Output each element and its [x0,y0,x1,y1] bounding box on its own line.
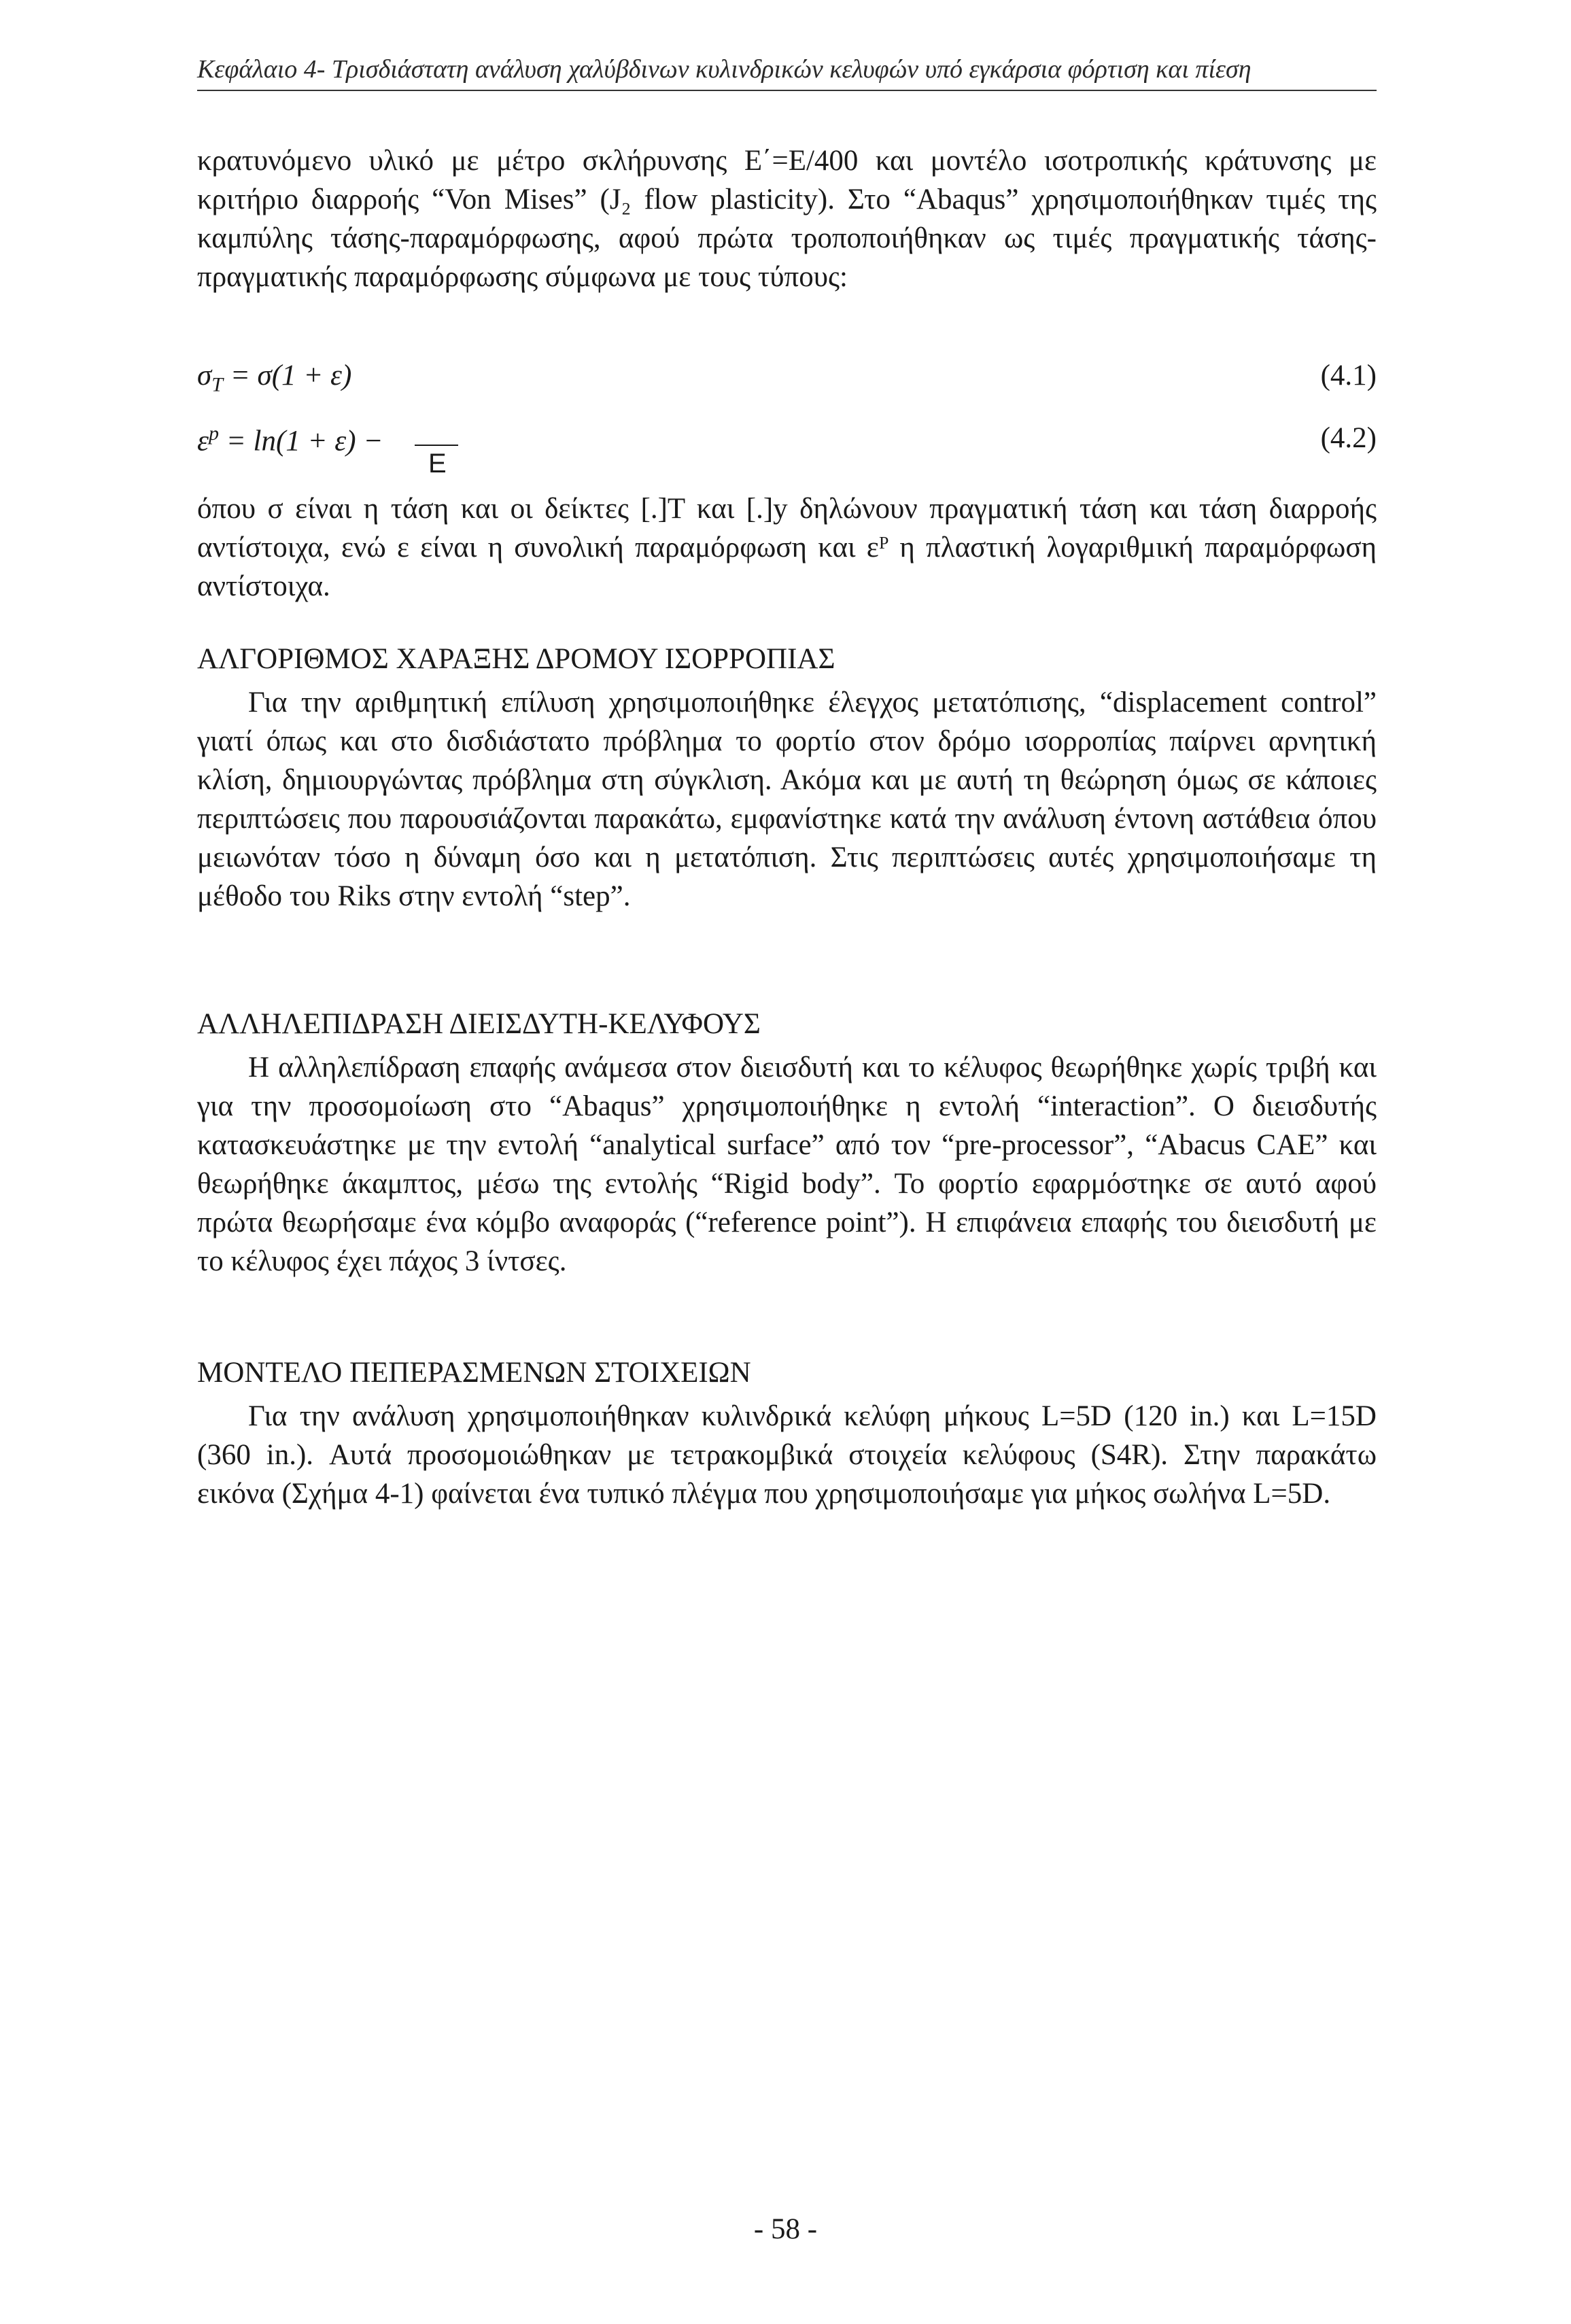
paragraph-material-model: κρατυνόμενο υλικό με μέτρο σκλήρυνσης E΄=E/400 και μοντέλο ισοτροπικής κράτυνσης με κριτήριο διαρροής “Von Mises” (J₂ flow plasticity). Στο “Abaqus” χρησιμοποιήθηκαν τιμές της καμπύλης τάσης-παραμόρφωσης, αφού πρώτα τροποποιήθηκαν ως τιμές πραγματικής τάσης-πραγματικής παραμόρφωσης σύμφωνα με τους τύπους: [197,145,1377,293]
equation-4-1-expression: $\sigma_T = \sigma(1 + \varepsilon)$ [197,360,352,396]
paragraph-interaction: Η αλληλεπίδραση επαφής ανάμεσα στον διεισδυτή και το κέλυφος θεωρήθηκε χωρίς τριβή και για την προσομοίωση στο “Abaqus” χρησιμοποιήθηκε η εντολή “interaction”. Ο διεισδυτής κατασκευάστηκε με την εντολή “analytical surface” από τον “pre-processor”, “Abacus CAE” και θεωρήθηκε άκαμπτος, μέσω της εντολής “Rigid body”. Το φορτίο εφαρμόστηκε σε αυτό αφού πρώτα θεωρήσαμε ένα κόμβο αναφοράς (“reference point”). Η επιφάνεια επαφής του διεισδυτή με το κέλυφος έχει πάχος 3 ίντσες. [197,1052,1377,1277]
page-number: - 58 - [753,2213,818,2245]
equation-4-2-number: (4.2) [1320,422,1377,454]
equation-4-1 [197,359,1377,400]
equation-4-2 [197,421,1377,479]
paragraph-equilibrium-path: Για την αριθμητική επίλυση χρησιμοποιήθηκε έλεγχος μετατόπισης, “displacement control” γιατί όπως και στο δισδιάστατο πρόβλημα το φορτίο στον δρόμο ισορροπίας παίρνει αρνητική κλίση, δημιουργώντας πρόβλημα στη σύγκλιση. Ακόμα και με αυτή τη θεώρηση όμως σε κάποιες περιπτώσεις που παρουσιάζονται παρακάτω, εμφανίστηκε κατά την ανάλυση έντονη αστάθεια όπου μειωνόταν τόσο η δύναμη όσο και η μετατόπιση. Στις περιπτώσεις αυτές χρησιμοποιήσαμε τη μέθοδο του Riks στην εντολή “step”. [197,687,1377,912]
section-heading-equilibrium-path: ΑΛΓΟΡΙΘΜΟΣ ΧΑΡΑΞΗΣ ΔΡΟΜΟΥ ΙΣΟΡΡΟΠΙΑΣ [197,643,835,675]
section-heading-interaction: ΑΛΛΗΛΕΠΙΔΡΑΣΗ ΔΙΕΙΣΔΥΤΗ-ΚΕΛΥΦΟΥΣ [197,1008,761,1040]
chapter-header: Κεφάλαιο 4- Τρισδιάστατη ανάλυση χαλύβδινων κυλινδρικών κελυφών υπό εγκάρσια φόρτιση και πίεση [197,54,1377,91]
paragraph-notation: όπου σ είναι η τάση και οι δείκτες [.]T και [.]y δηλώνουν πραγματική τάση και τάση διαρροής αντίστοιχα, ενώ ε είναι η συνολική παραμόρφωση και εᴾ η πλαστική λογαριθμική παραμόρφωση αντίστοιχα. [197,493,1377,602]
fraction-bar [415,445,458,446]
equation-4-1-number: (4.1) [1320,360,1377,392]
section-heading-finite-element-model: ΜΟΝΤΕΛΟ ΠΕΠΕΡΑΣΜΕΝΩΝ ΣΤΟΙΧΕΙΩΝ [197,1357,751,1389]
equation-4-2-expression: $\varepsilon^p = \ln(1 + \varepsilon)$ − [197,421,383,457]
fraction-denominator: E [428,449,447,479]
paragraph-finite-element-model: Για την ανάλυση χρησιμοποιήθηκαν κυλινδρικά κελύφη μήκους L=5D (120 in.) και L=15D (360 in.). Αυτά προσομοιώθηκαν με τετρακομβικά στοιχεία κελύφους (S4R). Στην παρακάτω εικόνα (Σχήμα 4-1) φαίνεται ένα τυπικό πλέγμα που χρησιμοποιήσαμε για μήκος σωλήνα L=5D. [197,1400,1377,1510]
